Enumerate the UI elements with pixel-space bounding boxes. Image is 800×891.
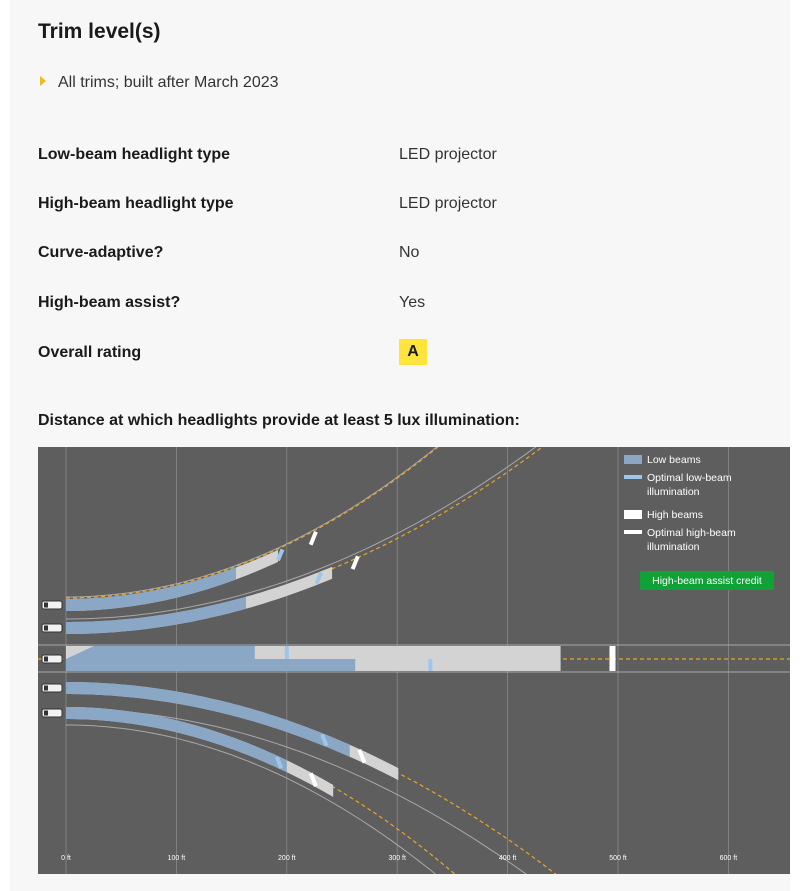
legend-low-beam-label: Low beams (647, 454, 701, 466)
legend-optimal-low-swatch (624, 475, 642, 479)
illumination-diagram (38, 447, 790, 874)
legend-high-beam-swatch (624, 510, 642, 519)
optimal-low-beam-marker (285, 646, 289, 659)
lane-line (66, 709, 640, 874)
trim-item-text: All trims; built after March 2023 (58, 74, 279, 91)
car-window (44, 657, 48, 662)
legend-optimal-high-label: Optimal high-beam illumination (647, 527, 736, 553)
legend-optimal-low-label: Optimal low-beam illumination (647, 472, 732, 498)
lane-line (66, 447, 640, 598)
spec-label: High-beam headlight type (38, 195, 234, 212)
assist-credit-label: High-beam assist credit (652, 575, 762, 587)
spec-value: LED projector (399, 146, 497, 163)
x-tick-label: 200 ft (278, 855, 296, 862)
lane-line (66, 687, 784, 874)
x-tick-label: 100 ft (167, 855, 186, 862)
spec-value: No (399, 244, 420, 261)
x-tick-label: 0 ft (61, 855, 71, 862)
x-tick-label: 300 ft (388, 855, 406, 862)
legend-high-beam-label: High beams (647, 509, 704, 521)
chart-title: Distance at which headlights provide at least 5 lux illumination: (38, 412, 520, 429)
bullet-triangle-icon (40, 76, 46, 86)
optimal-low-beam-marker (428, 659, 432, 671)
road-edge-line (66, 447, 640, 597)
car-window (44, 626, 48, 631)
spec-value: Yes (399, 294, 426, 311)
spec-label: High-beam assist? (38, 294, 181, 311)
car-window (44, 686, 48, 691)
x-tick-label: 400 ft (498, 855, 517, 862)
low-beam-band (66, 646, 255, 659)
optimal-high-beam-marker (609, 646, 615, 671)
spec-label: Curve-adaptive? (38, 244, 164, 261)
illumination-chart (38, 447, 790, 874)
car-window (44, 711, 48, 716)
x-tick-label: 500 ft (609, 855, 627, 862)
trim-title: Trim level(s) (38, 20, 161, 43)
optimal-high-beam-marker (351, 555, 360, 569)
car-window (44, 603, 48, 608)
spec-label: Low-beam headlight type (38, 146, 231, 163)
spec-value: LED projector (399, 195, 497, 212)
legend-optimal-high-swatch (624, 530, 642, 534)
trim-list-item (40, 74, 279, 92)
legend-low-beam-swatch (624, 455, 642, 464)
headlight-panel (10, 0, 790, 891)
x-tick-label: 600 ft (719, 855, 738, 862)
rating-badge: A (399, 339, 427, 365)
low-beam-band (66, 659, 355, 671)
spec-label: Overall rating (38, 344, 142, 361)
